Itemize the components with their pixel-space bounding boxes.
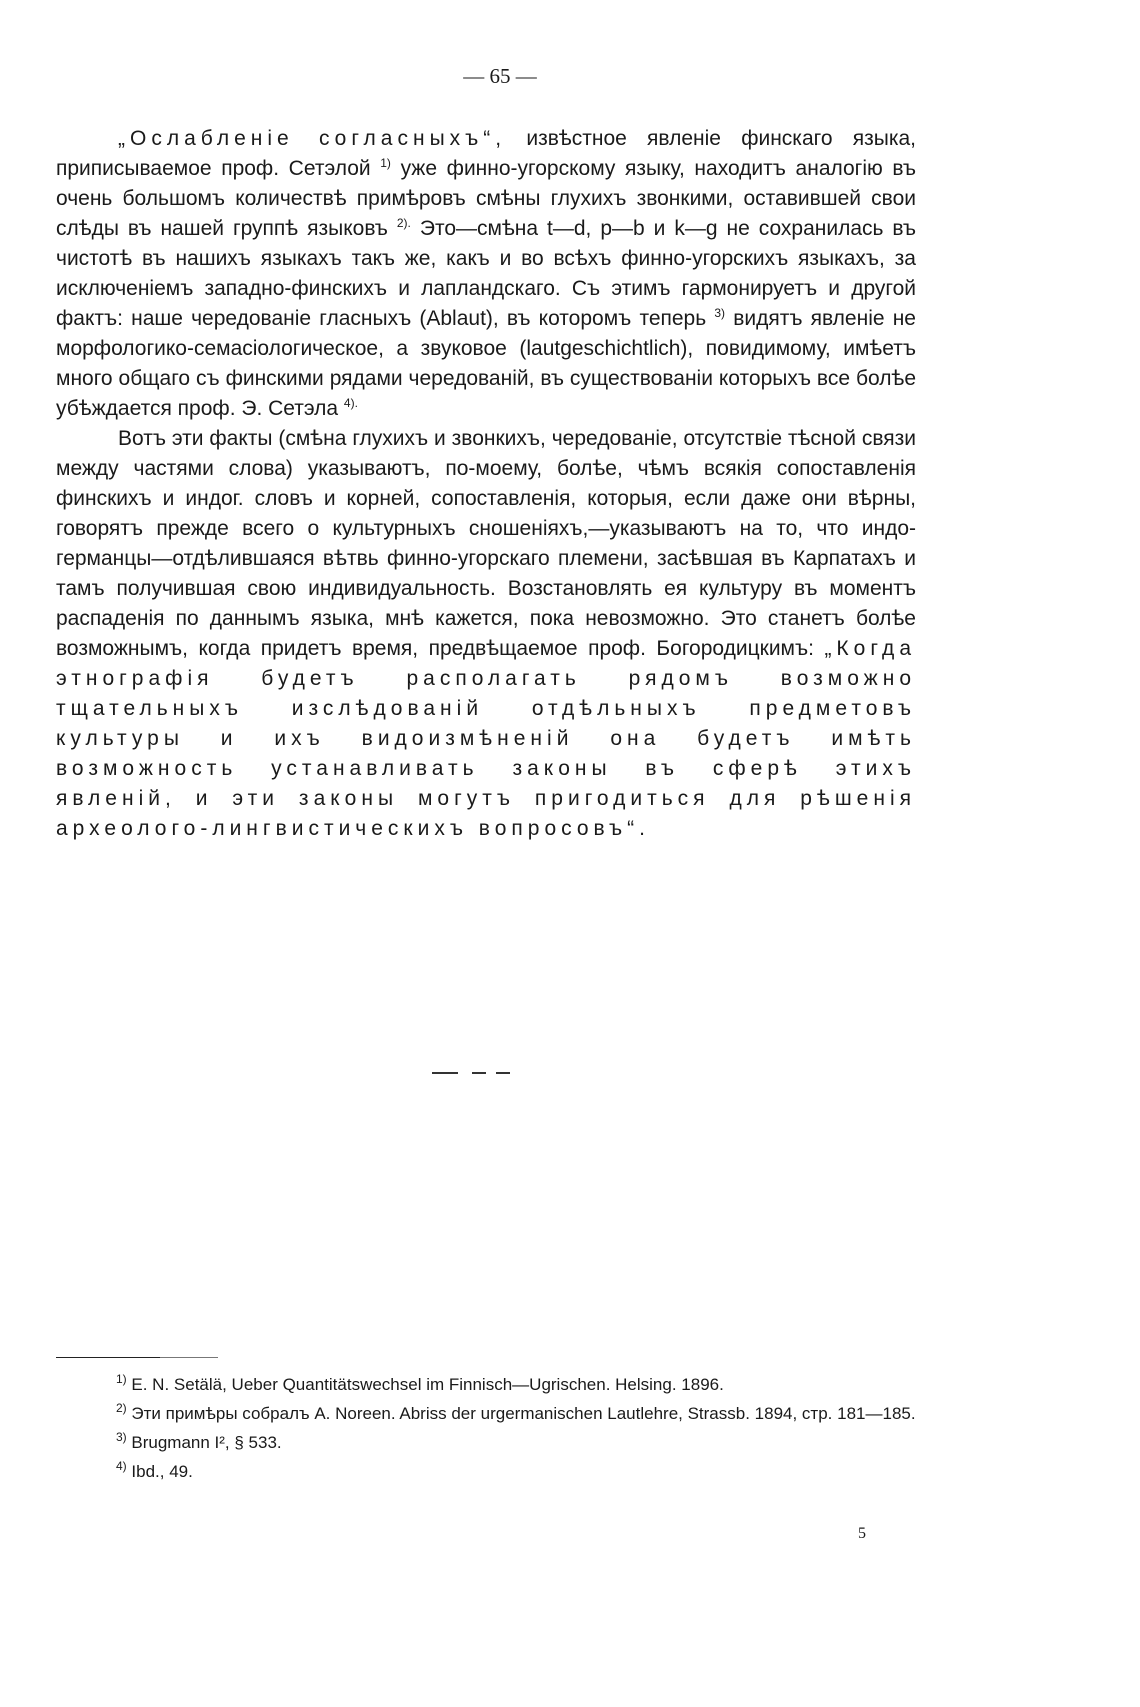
footnote-marker: 2) bbox=[116, 1401, 127, 1416]
footnote-rule-dashed bbox=[160, 1357, 218, 1358]
page-number: — 65 — bbox=[463, 64, 537, 88]
paragraph-text: извѣстное явленіе финскаго языка, приписываемое проф. Сетэлой bbox=[56, 127, 916, 180]
footnote-ref-4[interactable]: 4). bbox=[343, 396, 358, 410]
footnote-marker: 3) bbox=[116, 1430, 127, 1445]
paragraph-text: уже финно-угорскому языку, находитъ аналогію въ очень большомъ количествѣ примѣровъ смѣны глухихъ звонкими, оставившей свои слѣды въ нашей группѣ языковъ bbox=[56, 157, 916, 240]
footnote-marker: 4) bbox=[116, 1459, 127, 1474]
footnotes bbox=[56, 1372, 916, 1488]
footnote-text: Эти примѣры собралъ A. Noreen. Abriss der urgermanischen Lautlehre, Strassb. 1894, стр. 181—185. bbox=[126, 1404, 916, 1423]
paragraph-text: Вотъ эти факты (смѣна глухихъ и звонкихъ, чередованіе, отсутствіе тѣсной связи между частями слова) указываютъ, по-моему, болѣе, чѣмъ всякія сопоставленія финскихъ и индог. словъ и корней, сопоставленія, которыя, если даже они вѣрны, говорятъ прежде всего о культурныхъ сношеніяхъ,—указываютъ на то, что индо-германцы—отдѣлившаяся вѣтвь финно-угорскаго племени, засѣвшая въ Карпатахъ и тамъ получившая свою индивидуальность. Возстановлять ея культуру въ моментъ распаденія по даннымъ языка, мнѣ кажется, пока невозможно. Это станетъ болѣе возможнымъ, когда придетъ время, предвѣщаемое проф. Богородицкимъ: bbox=[56, 427, 916, 660]
paragraph-text: Это—смѣна t—d, p—b и k—g не сохранилась въ чистотѣ въ нашихъ языкахъ такъ же, какъ и во всѣхъ финно-угорскихъ языкахъ, за исключеніемъ западно-финскихъ и лапландскаго. Съ этимъ гармонируетъ и другой фактъ: наше чередованіе гласныхъ (Ablaut), въ которомъ теперь bbox=[56, 217, 916, 330]
footnote-text: E. N. Setälä, Ueber Quantitätswechsel im Finnisch—Ugrischen. Helsing. 1896. bbox=[126, 1375, 724, 1394]
footnote-3 bbox=[56, 1430, 916, 1455]
footnote-marker: 1) bbox=[116, 1372, 127, 1387]
footnote-ref-2[interactable]: 2). bbox=[396, 216, 411, 230]
footnote-ref-3[interactable]: 3) bbox=[714, 306, 726, 320]
section-separator bbox=[432, 1072, 552, 1074]
footnote-4 bbox=[56, 1459, 916, 1484]
footnote-1 bbox=[56, 1372, 916, 1397]
paragraph-2 bbox=[56, 424, 916, 844]
footnote-2 bbox=[56, 1401, 916, 1426]
footnote-text: Brugmann I², § 533. bbox=[126, 1433, 282, 1452]
signature-mark: 5 bbox=[858, 1525, 866, 1542]
paragraph-1 bbox=[56, 124, 916, 424]
paragraph-text: видятъ явленіе не морфологико-семасіологическое, а звуковое (lautgeschichtlich), повидимому, имѣетъ много общаго съ финскими рядами чередованій, въ существованіи которыхъ все болѣе убѣждается проф. Э. Сетэла bbox=[56, 307, 916, 420]
footnote-text: Ibd., 49. bbox=[126, 1462, 193, 1481]
spaced-quote: „Ослабленіе согласныхъ“, bbox=[118, 127, 507, 150]
main-text bbox=[56, 124, 916, 844]
footnote-ref-1[interactable]: 1) bbox=[380, 156, 391, 170]
spaced-quote: „Когда этнографія будетъ располагать рядомъ возможно тщательныхъ изслѣдованій отдѣльныхъ предметовъ культуры и ихъ видоизмѣненій она будетъ имѣть возможность устанавливать законы въ сферѣ этихъ явленій, и эти законы могутъ пригодиться для рѣшенія археолого-лингвистическихъ вопросовъ“. bbox=[56, 637, 916, 840]
